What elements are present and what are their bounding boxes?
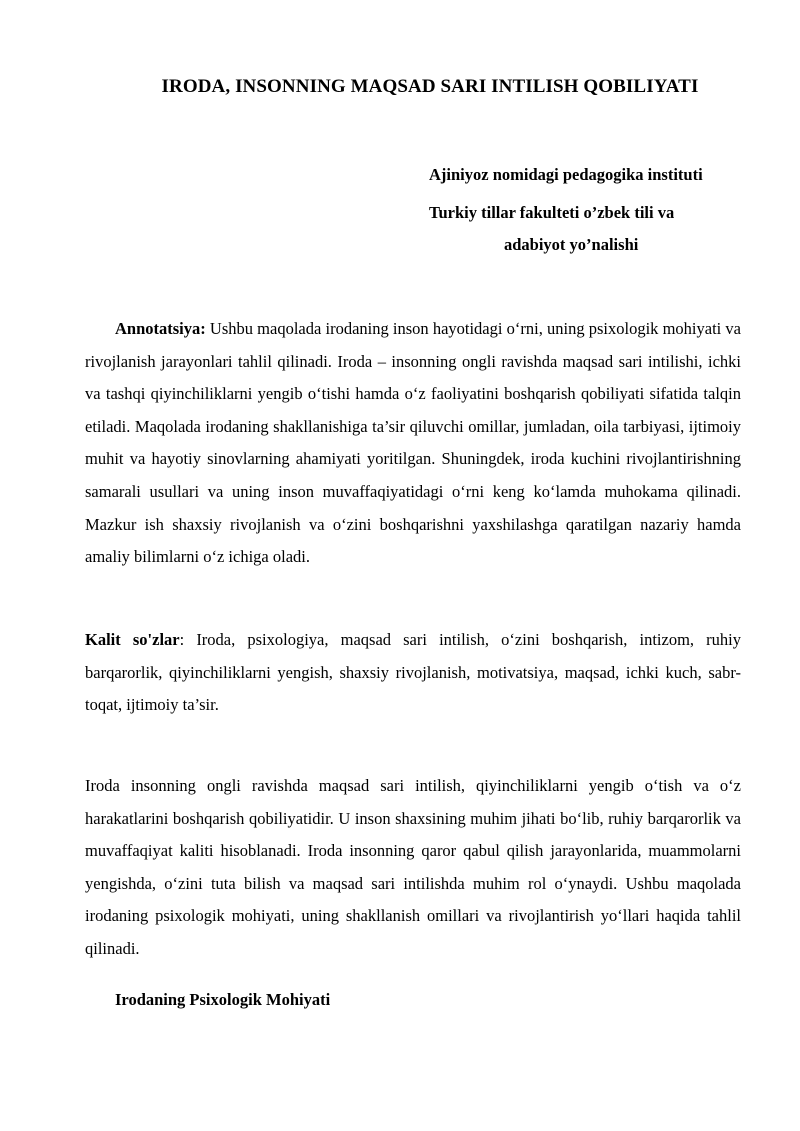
document-title: IRODA, INSONNING MAQSAD SARI INTILISH QOBILIYATI <box>161 76 699 97</box>
annotation-paragraph <box>85 313 741 574</box>
annotation-text: Ushbu maqolada irodaning inson hayotidagi o‘rni, uning psixologik mohiyati va rivojlanish jarayonlari tahlil qilinadi. Iroda – insonning ongli ravishda maqsad sari intilishi, ichki va tashqi qiyinchiliklarni yengib o‘tishi hamda o‘z faoliyatini boshqarish qobiliyati sifatida talqin etiladi. Maqolada irodaning shakllanishiga ta’sir qiluvchi omillar, jumladan, oila tarbiyasi, ijtimoiy muhit va hayotiy sinovlarning ahamiyati yoritilgan. Shuningdek, iroda kuchini rivojlantirishning samarali usullari va uning inson muvaffaqiyatidagi o‘rni keng ko‘lamda muhokama qilinadi. Mazkur ish shaxsiy rivojlanish va o‘zini boshqarishni yaxshilashga qaratilgan nazariy hamda amaliy bilimlarni o‘z ichiga oladi. <box>85 319 741 567</box>
keywords-text: : Iroda, psixologiya, maqsad sari intilish, o‘zini boshqarish, intizom, ruhiy barqarorlik, qiyinchiliklarni yengish, shaxsiy rivojlanish, motivatsiya, maqsad, ichki kuch, sabr-toqat, ijtimoiy ta’sir. <box>85 630 742 715</box>
keywords-label: Kalit so'zlar <box>85 630 180 649</box>
annotation-label: Annotatsiya: <box>115 319 206 338</box>
affiliation-program: adabiyot yo’nalishi <box>504 235 639 254</box>
intro-paragraph: Iroda insonning ongli ravishda maqsad sari intilish, qiyinchiliklarni yengib o‘tish va o‘z harakatlarini boshqarish qobiliyatidir. U inson shaxsining muhim jihati bo‘lib, ruhiy barqarorlik va muvaffaqiyat kaliti hisoblanadi. Iroda insonning qaror qabul qilish jarayonlarida, muammolarni yengishda, o‘zini tuta bilish va maqsad sari intilishda muhim rol o‘ynaydi. Ushbu maqolada irodaning psixologik mohiyati, uning shakllanish omillari va rivojlantirish yo‘llari haqida tahlil qilinadi. <box>85 776 741 958</box>
affiliation-institute: Ajiniyoz nomidagi pedagogika instituti <box>429 165 703 184</box>
affiliation-faculty: Turkiy tillar fakulteti o’zbek tili va <box>429 203 675 222</box>
section-heading: Irodaning Psixologik Mohiyati <box>115 990 331 1009</box>
keywords-paragraph <box>85 624 741 722</box>
